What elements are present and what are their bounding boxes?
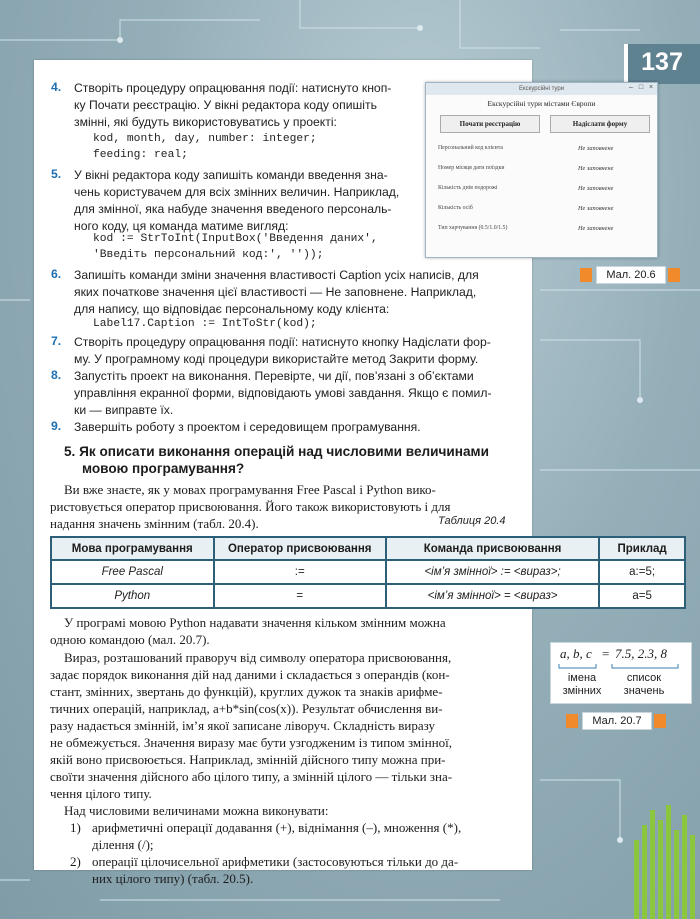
step-5-line: У вікні редактора коду запишіть команди введення зна-	[74, 168, 388, 182]
form-field-value: Не заповнене	[578, 205, 614, 212]
brace-lines	[556, 662, 686, 672]
figure-marker	[668, 268, 680, 282]
body-line: задає порядок виконання дій над даними і складається з операндів (кон-	[50, 667, 450, 682]
body-line: У програмі мовою Python надавати значення кільком змінним можна	[64, 615, 446, 630]
assignment-table	[50, 536, 686, 609]
caption-line: імена	[567, 672, 597, 684]
code-line: 'Введіть персональний код:', ''));	[93, 249, 324, 261]
code-line: feeding: real;	[93, 149, 188, 161]
form-header: Екскурсійні тури містами Європи	[487, 99, 596, 108]
decorative-green-bars	[628, 800, 700, 919]
step-4-line: Створіть процедуру опрацювання події: натиснуто кноп-	[74, 81, 392, 95]
step-8-line: управління екранної форми, відповідають умові завдання. Якщо є помил-	[74, 386, 492, 400]
caption-line: значень	[623, 685, 665, 697]
table-cell: :=	[214, 560, 386, 584]
form-screenshot	[425, 82, 658, 258]
form-field-label: Персональний код клієнта	[438, 145, 503, 151]
form-field-label: Кількість днів подорожі	[438, 185, 498, 191]
body-line: якій воно присвоюється. Наприклад, змінній дійсного типу можна при-	[50, 752, 446, 767]
step-7-line: му. У програмному коді процедури використайте метод Закрити форму.	[74, 352, 479, 366]
form-field-value: Не заповнене	[578, 145, 614, 152]
list-line: операції цілочисельної арифметики (застосовуються тільки до да-	[92, 854, 459, 869]
figure-marker	[580, 268, 592, 282]
equals-sign: =	[602, 646, 610, 661]
caption-line: список	[626, 672, 662, 684]
step-number: 8.	[51, 368, 62, 382]
body-line: не обмежується. Значення виразу має бути узгодженим із типом змінної,	[50, 735, 453, 750]
table-cell: =	[214, 584, 386, 608]
form-field-label: Кількість осіб	[438, 205, 473, 211]
window-title-bar: Екскурсійні тури	[426, 83, 657, 95]
step-6-line: для напису, що відповідає персональному коду клієнта:	[74, 302, 390, 316]
table-caption: Таблиця 20.4	[438, 515, 506, 527]
step-6-line: яких початкове значення цієї властивості — Не заповнене. Наприклад,	[74, 285, 477, 299]
body-line: разу надається змінній, ім’я якої записане ліворуч. Складність виразу	[50, 718, 435, 733]
table-cell: Free Pascal	[51, 560, 214, 584]
code-line: Label17.Caption := IntToStr(kod);	[93, 318, 317, 330]
body-line: стант, змінних, звертань до функцій), круглих дужок та знаків арифме-	[50, 684, 443, 699]
figure-label: Мал. 20.6	[596, 266, 666, 284]
form-field-value: Не заповнене	[578, 165, 614, 172]
page-number: 137	[641, 48, 683, 76]
body-line: своїти значення дійсного або цілого типу, а змінній цілого — тільки зна-	[50, 769, 453, 784]
minimize-icon: –	[629, 84, 633, 91]
step-9-line: Завершіть роботу з проектом і середовищем програмування.	[74, 420, 421, 434]
table-header-row	[51, 537, 685, 560]
intro-line: надання значень змінним (табл. 20.4).	[50, 516, 259, 531]
table-header: Команда присвоювання	[386, 537, 599, 560]
step-7-line: Створіть процедуру опрацювання події: натиснуто кнопку Надіслати фор-	[74, 335, 491, 349]
list-line: арифметичні операції додавання (+), віднімання (–), множення (*),	[92, 820, 462, 835]
step-8-line: Запустіть проект на виконання. Перевірте, чи дії, пов’язані з об’єктами	[74, 369, 474, 383]
list-number: 1)	[70, 820, 81, 835]
caption-line: змінних	[562, 685, 602, 697]
section-heading: 5. Як описати виконання операцій над числовими величинами	[64, 444, 489, 459]
table-row	[51, 584, 685, 608]
table-row	[51, 560, 685, 584]
body-line: тичних операцій, наприклад, a+b*sin(cos(x)). Результат обчислення ви-	[50, 701, 443, 716]
table-header: Оператор присвоювання	[214, 537, 386, 560]
figure-marker	[654, 714, 666, 728]
step-8-line: ки — виправте їх.	[74, 403, 174, 417]
form-field-label: Тип харчування (0.5/1.0/1.5)	[438, 225, 508, 231]
body-line: Вираз, розташований праворуч від символу оператора присвоювання,	[64, 650, 452, 665]
body-line: чення цілого типу.	[50, 786, 152, 801]
body-line: одною командою (мал. 20.7).	[50, 632, 210, 647]
list-number: 2)	[70, 854, 81, 869]
code-line: kod, month, day, number: integer;	[93, 133, 317, 145]
start-registration-button[interactable]: Почати реєстрацію	[440, 115, 540, 133]
list-line: них цілого типу) (табл. 20.5).	[92, 871, 254, 886]
form-field-value: Не заповнене	[578, 185, 614, 192]
step-5-line: для змінної, яка набуде значення введеного персональ-	[74, 202, 392, 216]
section-heading: мовою програмування?	[82, 461, 245, 476]
intro-line: Ви вже знаєте, як у мовах програмування Free Pascal і Python вико-	[64, 482, 436, 497]
list-line: ділення (/);	[92, 837, 154, 852]
step-6-line: Запишіть команди зміни значення властивості Caption усіх написів, для	[74, 268, 479, 282]
code-line: kod := StrToInt(InputBox('Введення даних',	[93, 233, 378, 245]
maximize-icon: □	[638, 84, 644, 91]
form-field-label: Номер місяця дати поїздки	[438, 165, 505, 171]
figure-marker	[566, 714, 578, 728]
table-header: Мова програмування	[51, 537, 214, 560]
table-cell: a:=5;	[599, 560, 685, 584]
step-4-line: змінні, які будуть використовуватись у проекті:	[74, 115, 337, 129]
step-5-line: ного коду, ця команда матиме вигляд:	[74, 219, 289, 233]
table-cell: a=5	[599, 584, 685, 608]
body-line: Над числовими величинами можна виконувати:	[64, 803, 329, 818]
table-cell: <ім’я змінної> := <вираз>;	[386, 560, 599, 584]
form-field-value: Не заповнене	[578, 225, 614, 232]
table-cell: Python	[51, 584, 214, 608]
send-form-button[interactable]: Надіслати форму	[550, 115, 650, 133]
figure-label: Мал. 20.7	[582, 712, 652, 730]
step-5-line: чень користувачем для всіх змінних величин. Наприклад,	[74, 185, 400, 199]
value-list: 7.5, 2.3, 8	[615, 646, 667, 661]
step-number: 5.	[51, 167, 62, 181]
step-4-line: ку Почати реєстрацію. У вікні редактора коду опишіть	[74, 98, 377, 112]
step-number: 9.	[51, 419, 62, 433]
table-header: Приклад	[599, 537, 685, 560]
table-cell: <ім’я змінної> = <вираз>	[386, 584, 599, 608]
step-number: 6.	[51, 267, 62, 281]
intro-line: ристовується оператор присвоювання. Його також використовують і для	[50, 499, 451, 514]
variable-names: a, b, c	[560, 646, 592, 661]
step-number: 7.	[51, 334, 62, 348]
close-icon: ×	[648, 84, 654, 91]
step-number: 4.	[51, 80, 62, 94]
